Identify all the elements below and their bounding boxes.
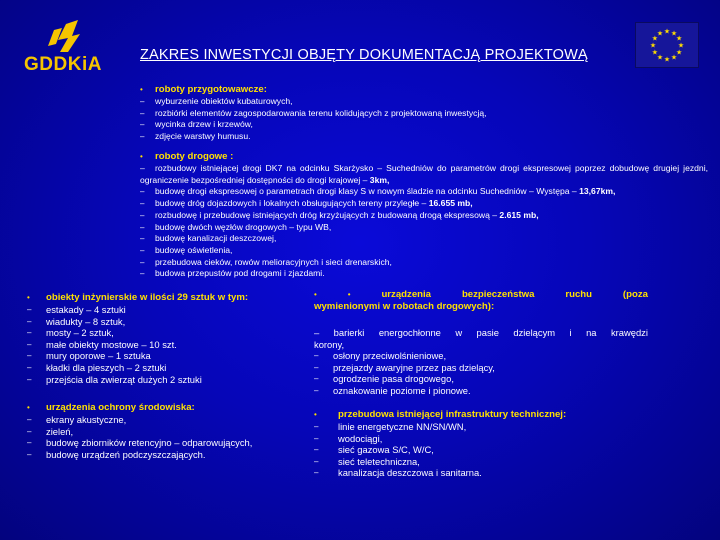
- dash-icon: –: [27, 316, 32, 326]
- list-item-text: mosty – 2 sztuk,: [46, 327, 114, 339]
- section-road-heading: roboty drogowe :: [155, 151, 234, 162]
- section-safety: [314, 289, 648, 397]
- flag-star-icon: ★: [677, 42, 685, 50]
- section-road-intro-text: rozbudowy istniejącej drogi DK7 na odcinku Skarżysko – Suchedniów do parametrów drogi ekspresowej poprzez dobudowę drugiej jezdni, ograniczenie bezpośredniej dostępności do drogi krajowej –: [140, 163, 708, 185]
- list-item: [140, 233, 708, 245]
- bullet-icon: •: [314, 290, 317, 299]
- dash-icon: –: [140, 120, 145, 130]
- dash-icon: –: [314, 445, 319, 455]
- section-road-heading-row: [140, 151, 708, 163]
- dash-icon: –: [314, 385, 319, 395]
- dash-icon: –: [314, 374, 319, 384]
- list-item: [140, 96, 700, 108]
- list-item-text: budowa przepustów pod drogami i zjazdami.: [155, 268, 325, 279]
- list-item: [27, 374, 307, 386]
- section-safety-heading-word: (poza: [622, 289, 648, 300]
- flag-star-icon: ★: [670, 54, 678, 62]
- dash-icon: –: [314, 362, 319, 372]
- list-item: [140, 198, 708, 210]
- bullet-icon: •: [347, 290, 351, 299]
- dash-icon: –: [140, 187, 145, 197]
- list-item-text: budowę oświetlenia,: [155, 244, 233, 255]
- list-item: [140, 186, 708, 198]
- list-item-text: osłony przeciwolśnieniowe,: [333, 350, 447, 362]
- section-safety-first-item-word: energochłonne: [378, 327, 441, 338]
- list-item-value: 16.655 mb,: [428, 198, 473, 209]
- dash-icon: –: [140, 257, 145, 267]
- dash-icon: –: [27, 339, 32, 349]
- section-prep-heading-row: [140, 84, 700, 96]
- list-item: [140, 210, 708, 222]
- flag-star-icon: ★: [670, 30, 678, 38]
- list-item-text: budowę dwóch węzłów drogowych – typu WB,: [155, 221, 332, 232]
- list-item-text: sieć teletechniczna,: [338, 455, 420, 467]
- dash-icon: –: [314, 422, 319, 431]
- list-item-text: ogrodzenie pasa drogowego,: [333, 373, 454, 385]
- flag-star-icon: ★: [656, 54, 664, 62]
- list-item-text: rozbudowę i przebudowę istniejących dróg krzyżujących z budowaną drogą ekspresową –: [155, 209, 498, 220]
- dash-icon: –: [27, 449, 32, 459]
- gddkia-logo-icon: [18, 18, 108, 54]
- spacer: [314, 313, 648, 327]
- dash-icon: –: [27, 362, 32, 372]
- list-item: [27, 350, 307, 362]
- section-safety-first-item-word: i: [569, 327, 572, 338]
- logo-text: GDDKiA: [24, 54, 102, 75]
- list-item: [314, 385, 648, 397]
- list-item-text: kładki dla pieszych – 2 sztuki: [46, 361, 167, 373]
- dash-icon: –: [27, 328, 32, 338]
- section-engineering-list: [27, 304, 307, 385]
- section-environment-heading-row: [27, 402, 307, 414]
- list-item: [27, 426, 307, 438]
- list-item: [314, 433, 654, 445]
- dash-icon: –: [314, 456, 319, 466]
- list-item-text: przejścia dla zwierząt dużych 2 sztuki: [46, 373, 202, 385]
- list-item: [27, 339, 307, 351]
- list-item: [314, 421, 654, 433]
- dash-icon: –: [140, 132, 145, 142]
- flag-star-icon: ★: [675, 35, 683, 43]
- dash-icon: –: [314, 468, 319, 478]
- list-item-text: kanalizacja deszczowa i sanitarna.: [338, 467, 482, 479]
- section-safety-heading-line2: wymienionymi w robotach drogowych):: [314, 301, 495, 312]
- list-item: [140, 131, 700, 143]
- dash-icon: –: [314, 433, 319, 443]
- section-safety-first-item: [314, 327, 648, 339]
- dash-icon: –: [27, 374, 32, 384]
- list-item-text: przejazdy awaryjne przez pas dzielący,: [333, 361, 495, 373]
- list-item-text: sieć gazowa S/C, W/C,: [338, 444, 434, 456]
- list-item-text: estakady – 4 sztuki: [46, 304, 126, 315]
- list-item: [314, 444, 654, 456]
- list-item: [27, 316, 307, 328]
- section-engineering-heading: obiekty inżynierskie w ilości 29 sztuk w tym:: [46, 292, 249, 303]
- list-item-text: budowę drogi ekspresowej o parametrach drogi klasy S w nowym śladzie na odcinku Suchedniów – Występa –: [155, 186, 577, 197]
- list-item: [27, 327, 307, 339]
- dash-icon: –: [314, 351, 319, 361]
- section-infrastructure-heading-row: [314, 409, 654, 421]
- section-infrastructure-heading: przebudowa istniejącej infrastruktury technicznej:: [338, 409, 567, 420]
- dash-icon: –: [27, 351, 32, 361]
- page-title: ZAKRES INWESTYCJI OBJĘTY DOKUMENTACJĄ PROJEKTOWĄ: [140, 47, 588, 63]
- list-item: [140, 108, 700, 120]
- section-engineering: [27, 292, 307, 385]
- list-item-text: zieleń,: [46, 425, 74, 437]
- bullet-icon: •: [27, 403, 30, 412]
- list-item-text: ekrany akustyczne,: [46, 414, 127, 425]
- list-item: [314, 456, 654, 468]
- section-safety-heading-word: urządzenia: [381, 289, 432, 300]
- section-engineering-heading-row: [27, 292, 307, 304]
- section-safety-list: [314, 350, 648, 396]
- list-item-text: budowę dróg dojazdowych i lokalnych obsługujących tereny przyległe –: [155, 198, 427, 209]
- list-item-text: małe obiekty mostowe – 10 szt.: [46, 338, 177, 350]
- gddkia-logo: [18, 18, 108, 78]
- dash-icon: –: [27, 426, 32, 436]
- list-item-text: wycinka drzew i krzewów,: [155, 119, 253, 130]
- section-safety-heading-word: ruchu: [565, 289, 593, 300]
- list-item-text: zdjęcie warstwy humusu.: [155, 131, 251, 142]
- list-item-text: oznakowanie poziome i pionowe.: [333, 384, 471, 396]
- section-road-intro: [140, 163, 708, 186]
- bullet-icon: •: [314, 410, 317, 419]
- list-item-text: wyburzenie obiektów kubaturowych,: [155, 96, 293, 106]
- list-item-text: przebudowa cieków, rowów melioracyjnych i sieci drenarskich,: [155, 256, 392, 267]
- list-item-value: 13,67km,: [579, 186, 616, 197]
- section-safety-first-item-word: pasie: [476, 327, 499, 338]
- section-safety-first-item-word: krawędzi: [610, 327, 648, 338]
- dash-icon: –: [140, 199, 145, 209]
- dash-icon: –: [140, 210, 145, 220]
- section-safety-first-item-line2: korony,: [314, 338, 345, 350]
- dash-icon: –: [27, 415, 32, 424]
- section-safety-heading-word: bezpieczeństwa: [461, 289, 535, 300]
- list-item: [140, 222, 708, 234]
- section-prep-heading: roboty przygotowawcze:: [155, 84, 267, 95]
- flag-star-icon: ★: [649, 42, 657, 50]
- list-item: [27, 449, 307, 461]
- flag-star-icon: ★: [663, 28, 671, 36]
- section-environment-list: [27, 414, 307, 460]
- list-item-text: wiadukty – 8 sztuk,: [46, 315, 126, 327]
- section-prep-list: [140, 96, 700, 143]
- list-item-text: budowę zbiorników retencyjno – odparowujących,: [46, 437, 253, 449]
- flag-star-icon: ★: [675, 49, 683, 57]
- section-environment: [27, 402, 307, 460]
- dash-icon: –: [140, 234, 145, 244]
- flag-star-icon: ★: [663, 56, 671, 64]
- section-safety-first-item-word: na: [586, 327, 597, 338]
- list-item: [27, 362, 307, 374]
- list-item: [314, 362, 648, 374]
- list-item: [314, 373, 648, 385]
- list-item: [27, 414, 307, 426]
- section-safety-heading-line1: [314, 289, 648, 301]
- section-road-list: [140, 186, 708, 280]
- dash-icon: –: [140, 97, 145, 106]
- list-item-text: budowę urządzeń podczyszczających.: [46, 448, 206, 460]
- section-safety-first-item-word: barierki: [333, 327, 365, 338]
- section-safety-first-item-word: dzielącym: [513, 327, 556, 338]
- list-item-text: budowę kanalizacji deszczowej,: [155, 233, 277, 244]
- list-item: [140, 245, 708, 257]
- list-item: [27, 437, 307, 449]
- dash-icon: –: [140, 163, 145, 173]
- list-item-text: wodociągi,: [338, 432, 383, 444]
- list-item: [314, 467, 654, 479]
- section-road-intro-value: 3km,: [369, 174, 390, 185]
- list-item-value: 2.615 mb,: [499, 209, 539, 220]
- section-prep: [140, 84, 700, 143]
- list-item: [140, 119, 700, 131]
- dash-icon: –: [314, 327, 320, 338]
- dash-icon: –: [27, 305, 32, 314]
- eu-flag-icon: [635, 22, 699, 68]
- dash-icon: –: [140, 222, 145, 232]
- dash-icon: –: [27, 438, 32, 448]
- dash-icon: –: [140, 245, 145, 255]
- section-road: [140, 151, 708, 280]
- list-item-text: linie energetyczne NN/SN/WN,: [338, 421, 467, 432]
- list-item-text: rozbiórki elementów zagospodarowania terenu kolidujących z projektowaną inwestycją,: [155, 107, 487, 118]
- list-item: [140, 268, 708, 280]
- dash-icon: –: [140, 269, 145, 279]
- list-item: [140, 257, 708, 269]
- section-infrastructure-list: [314, 421, 654, 479]
- dash-icon: –: [140, 108, 145, 118]
- bullet-icon: •: [140, 152, 143, 161]
- section-safety-first-item-word: w: [455, 327, 463, 338]
- section-environment-heading: urządzenia ochrony środowiska:: [46, 402, 195, 413]
- list-item: [314, 350, 648, 362]
- list-item: [27, 304, 307, 316]
- bullet-icon: •: [27, 293, 30, 302]
- list-item-text: mury oporowe – 1 sztuka: [46, 350, 151, 362]
- flag-star-icon: ★: [656, 30, 664, 38]
- flag-star-icon: ★: [651, 35, 659, 43]
- section-infrastructure: [314, 409, 654, 479]
- bullet-icon: •: [140, 85, 143, 94]
- flag-star-icon: ★: [651, 49, 659, 57]
